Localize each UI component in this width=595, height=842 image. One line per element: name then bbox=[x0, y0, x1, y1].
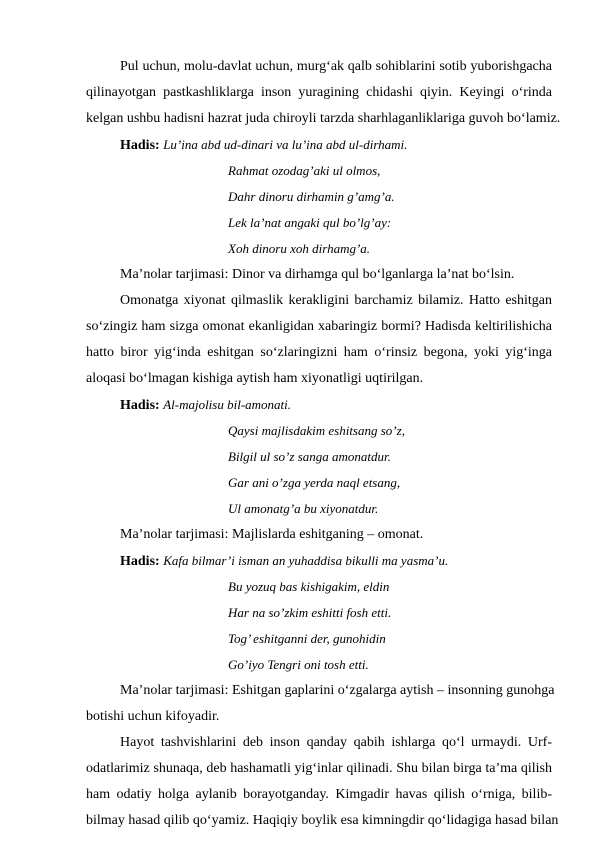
paragraph-line: ham odatiy holga aylanib borayotganday. Kimgadir havas qilish o‘rniga, bilib- bbox=[86, 787, 552, 802]
paragraph-line: odatlarimiz shunaqa, deb hashamatli yig‘inlar qilinadi. Shu bilan birga ta’ma qilish bbox=[86, 761, 552, 776]
verse-line: Ul amonatg’a bu xiyonatdur. bbox=[228, 501, 379, 516]
verse-line: Gar ani o’zga yerda naql etsang, bbox=[228, 475, 401, 490]
translation-line: Ma’nolar tarjimasi: Dinor va dirhamga qul bo‘lganlarga la’nat bo‘lsin. bbox=[120, 267, 515, 282]
hadith-heading bbox=[120, 394, 552, 415]
paragraph-line: hatto biror yig‘inda eshitgan so‘zlaringizni ham o‘rinsiz begona, yoki yig‘inga bbox=[86, 345, 552, 360]
hadith-label: Hadis: bbox=[120, 398, 160, 413]
paragraph-line: aloqasi bo‘lmagan kishiga aytish ham xiyonatligi uqtirilgan. bbox=[86, 371, 424, 386]
paragraph-line: Omonatga xiyonat qilmaslik kerakligini barchamiz bilamiz. Hatto eshitgan bbox=[120, 293, 552, 308]
verse-line: Dahr dinoru dirhamin g’amg’a. bbox=[228, 189, 395, 204]
hadith-heading bbox=[120, 550, 552, 571]
hadith-text: Kafa bilmar’i isman an yuhaddisa bikulli ma yasma’u. bbox=[163, 553, 449, 568]
paragraph-line: qilinayotgan pastkashliklarga inson yuragining chidashi qiyin. Keyingi o‘rinda bbox=[86, 85, 552, 100]
paragraph-line: bilmay hasad qilib qo‘yamiz. Haqiqiy boylik esa kimningdir qo‘lidagiga hasad bilan bbox=[86, 813, 559, 828]
translation-line: botishi uchun kifoyadir. bbox=[86, 709, 220, 724]
paragraph-line: Hayot tashvishlarini deb inson qanday qabih ishlarga qo‘l urmaydi. Urf- bbox=[120, 735, 552, 750]
verse-line: Har na so’zkim eshitti fosh etti. bbox=[228, 605, 392, 620]
verse-line: Bilgil ul so’z sanga amonatdur. bbox=[228, 449, 391, 464]
hadith-label: Hadis: bbox=[120, 554, 160, 569]
paragraph-line: so‘zingiz ham sizga omonat ekanligidan xabaringiz bormi? Hadisda keltirilishicha bbox=[86, 319, 552, 334]
hadith-heading bbox=[120, 134, 552, 155]
hadith-label: Hadis: bbox=[120, 138, 160, 153]
hadith-text: Al-majolisu bil-amonati. bbox=[163, 397, 292, 412]
paragraph-line: Pul uchun, molu-davlat uchun, murg‘ak qalb sohiblarini sotib yuborishgacha bbox=[120, 59, 552, 74]
translation-line: Ma’nolar tarjimasi: Eshitgan gaplarini o‘zgalarga aytish – insonning gunohga bbox=[120, 683, 555, 698]
verse-line: Lek la’nat angaki qul bo’lg’ay: bbox=[228, 215, 392, 230]
verse-line: Tog’ eshitganni der, gunohidin bbox=[228, 631, 386, 646]
translation-line: Ma’nolar tarjimasi: Majlislarda eshitganing – omonat. bbox=[120, 527, 424, 542]
hadith-text: Lu’ina abd ud-dinari va lu’ina abd ul-dirhami. bbox=[163, 137, 408, 152]
verse-line: Qaysi majlisdakim eshitsang so’z, bbox=[228, 423, 405, 438]
verse-line: Bu yozuq bas kishigakim, eldin bbox=[228, 579, 390, 594]
verse-line: Rahmat ozodag’aki ul olmos, bbox=[228, 163, 381, 178]
verse-line: Go’iyo Tengri oni tosh etti. bbox=[228, 657, 369, 672]
paragraph-line: kelgan ushbu hadisni hazrat juda chiroyli tarzda sharhlaganliklariga guvoh bo‘lamiz. bbox=[86, 111, 561, 126]
verse-line: Xoh dinoru xoh dirhamg’a. bbox=[228, 241, 371, 256]
